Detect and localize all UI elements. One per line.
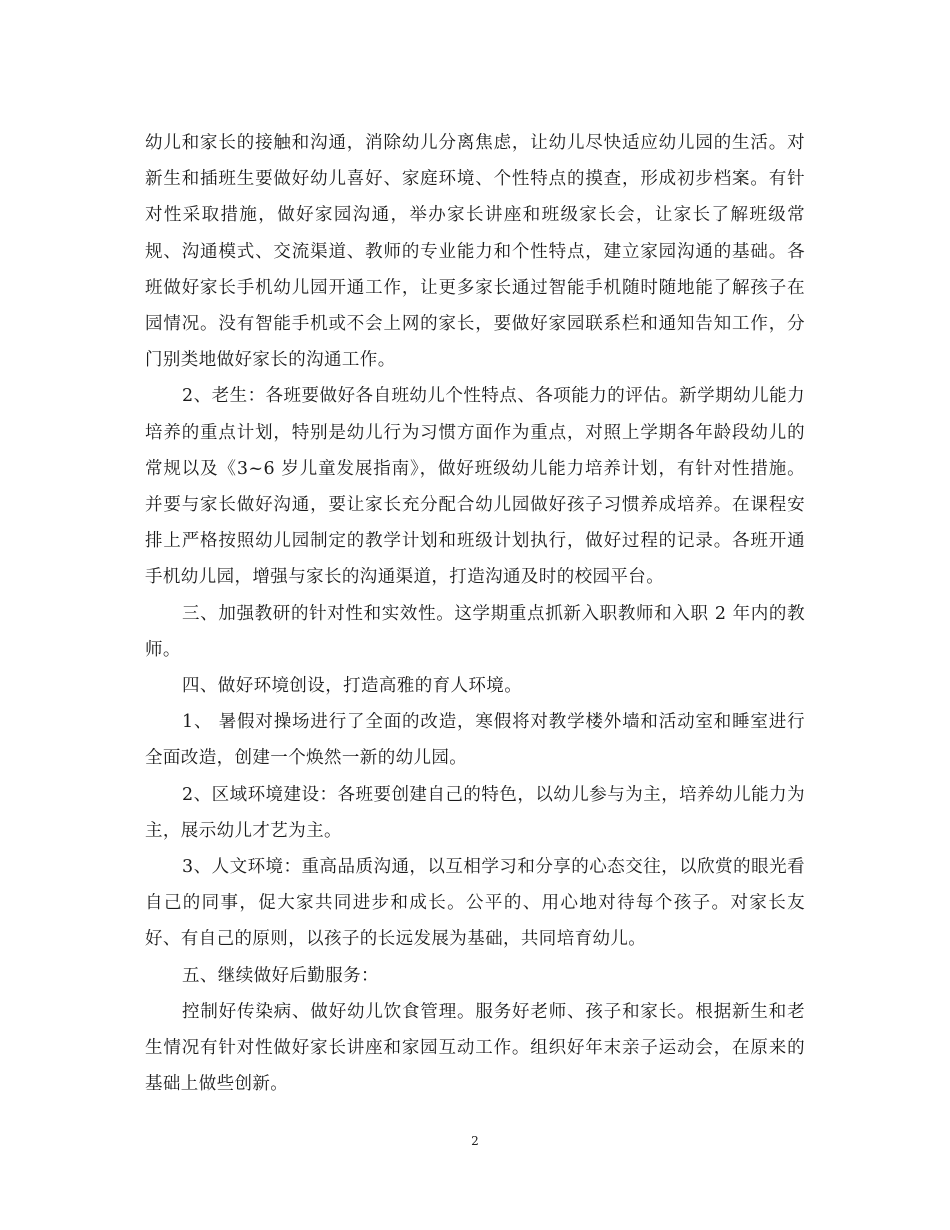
paragraph-8: 五、继续做好后勤服务： bbox=[182, 965, 379, 986]
document-body bbox=[145, 125, 805, 1102]
paragraph-3: 三、加强教研的针对性和实效性。这学期重点抓新入职教师和入职 2 年内的教师。 bbox=[145, 603, 805, 660]
paragraph-2: 2、老生：各班要做好各自班幼儿个性特点、各项能力的评估。新学期幼儿能力培养的重点计划，特别是幼儿行为习惯方面作为重点，对照上学期各年龄段幼儿的常规以及《3~6 岁儿童发展指南》，做好班级幼儿能力培养计划，有针对性措施。并要与家长做好沟通，要让家长充分配合幼儿园做好孩子习惯养成培养。在课程安排上严格按照幼儿园制定的教学计划和班级计划执行，做好过程的记录。各班开通手机幼儿园，增强与家长的沟通渠道，打造沟通及时的校园平台。 bbox=[145, 386, 805, 588]
paragraph-9: 控制好传染病、做好幼儿饮食管理。服务好老师、孩子和家长。根据新生和老生情况有针对性做好家长讲座和家园互动工作。组织好年末亲子运动会，在原来的基础上做些创新。 bbox=[145, 1001, 805, 1095]
paragraph-7: 3、人文环境：重高品质沟通，以互相学习和分享的心态交往，以欣赏的眼光看自己的同事，促大家共同进步和成长。公平的、用心地对待每个孩子。对家长友好、有自己的原则，以孩子的长远发展为基础，共同培育幼儿。 bbox=[145, 857, 805, 950]
paragraph-1: 幼儿和家长的接触和沟通，消除幼儿分离焦虑，让幼儿尽快适应幼儿园的生活。对新生和插班生要做好幼儿喜好、家庭环境、个性特点的摸查，形成初步档案。有针对性采取措施，做好家园沟通，举办家长讲座和班级家长会，让家长了解班级常规、沟通模式、交流渠道、教师的专业能力和个性特点，建立家园沟通的基础。各班做好家长手机幼儿园开通工作，让更多家长通过智能手机随时随地能了解孩子在园情况。没有智能手机或不会上网的家长，要做好家园联系栏和通知告知工作，分门别类地做好家长的沟通工作。 bbox=[145, 133, 805, 371]
page-number: 2 bbox=[471, 1134, 479, 1148]
paragraph-4: 四、做好环境创设，打造高雅的育人环境。 bbox=[182, 676, 523, 697]
paragraph-6: 2、区域环境建设：各班要创建自己的特色，以幼儿参与为主，培养幼儿能力为主，展示幼儿才艺为主。 bbox=[145, 784, 805, 841]
paragraph-5: 1、 暑假对操场进行了全面的改造，寒假将对教学楼外墙和活动室和睡室进行全面改造，创建一个焕然一新的幼儿园。 bbox=[145, 712, 805, 769]
